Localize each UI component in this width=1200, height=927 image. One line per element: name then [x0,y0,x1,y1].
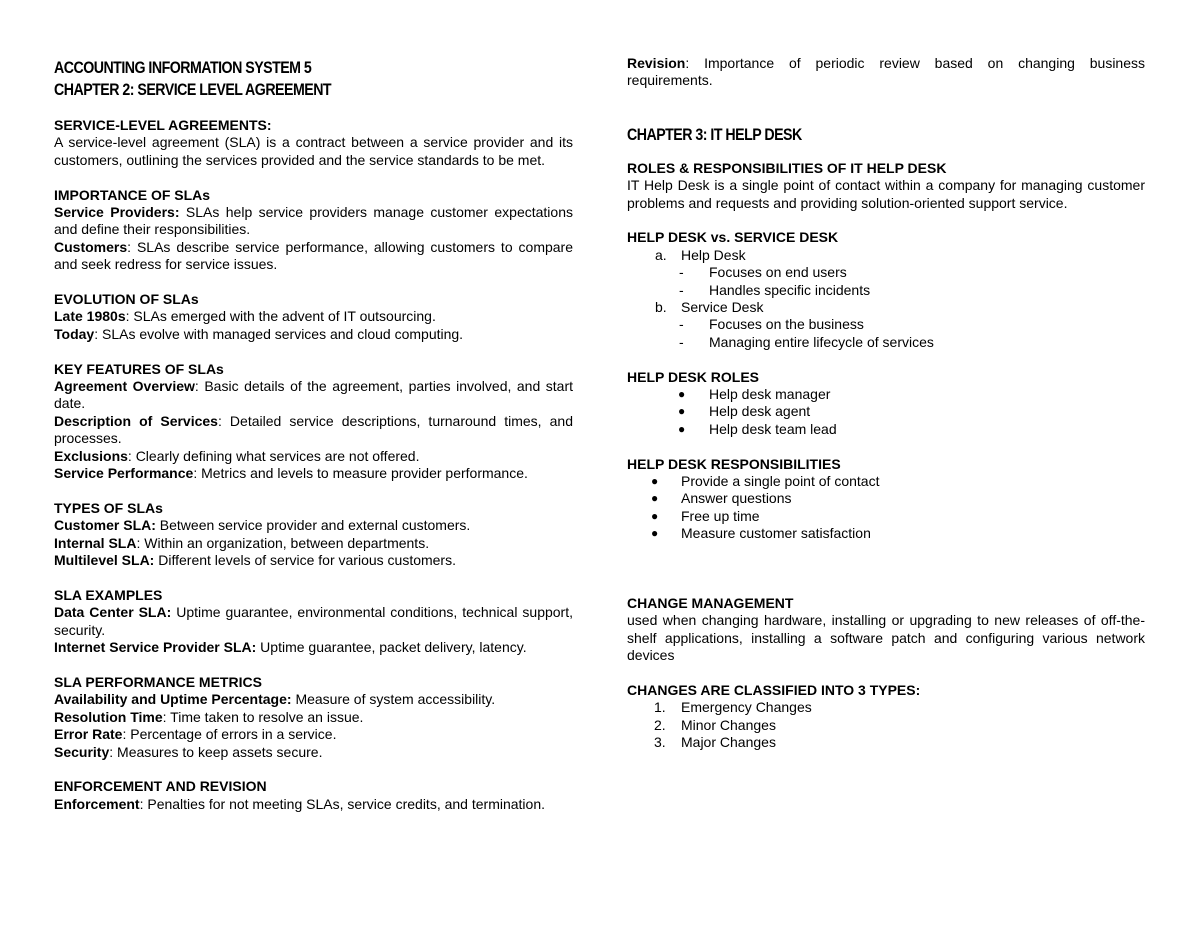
term: Customers [54,238,128,255]
sla-definition: A service-level agreement (SLA) is a contract between a service provider and its customers, outlining the services provided and the service standards to be met. [54,134,573,168]
evolution-heading: EVOLUTION OF SLAs [54,291,199,308]
item-text: Help desk team lead [709,420,837,437]
left-column [54,57,573,813]
term: Revision [627,55,686,71]
list-item [627,421,1145,438]
term: Availability and Uptime Percentage: [54,691,292,708]
metric-item [54,726,573,743]
term: Late 1980s [54,308,126,325]
term: Internet Service Provider SLA: [54,639,257,656]
definition: : Importance of periodic review based on changing business requirements. [627,55,1145,89]
examples-heading: SLA EXAMPLES [54,586,163,603]
change-management-definition: used when changing hardware, installing or upgrading to new releases of off-the-shelf applications, installing a software patch and configuring various network devices [627,612,1145,663]
list-label: Help Desk [681,246,746,263]
chapter-3-title: CHAPTER 3: IT HELP DESK [627,125,802,144]
list-item [627,299,1145,316]
term: Customer SLA: [54,517,156,534]
bullet-icon: ● [678,387,686,402]
definition: Uptime guarantee, packet delivery, latency. [256,639,527,656]
dash-marker: - [679,264,684,281]
feature-item [54,413,573,448]
help-desk-definition: IT Help Desk is a single point of contact within a company for managing customer problems and requests and providing solution-oriented support service. [627,177,1145,211]
enforcement-item [54,796,573,813]
number-marker: 1. [654,699,666,716]
bullet-icon: ● [678,421,686,436]
list-item [627,508,1145,525]
type-item [54,517,573,534]
term: Service Providers: [54,204,180,221]
list-item [627,717,1145,734]
definition: : Metrics and levels to measure provider performance. [193,465,528,482]
enforcement-heading: ENFORCEMENT AND REVISION [54,778,267,795]
term: Agreement Overview [54,378,195,395]
roles-responsibilities-heading: ROLES & RESPONSIBILITIES OF IT HELP DESK [627,159,947,176]
term: Internal SLA [54,534,137,551]
list-item [627,734,1145,751]
change-types-heading: CHANGES ARE CLASSIFIED INTO 3 TYPES: [627,681,921,698]
type-item [54,535,573,552]
list-subitem [627,334,1145,351]
definition: : Detailed service descriptions, turnaround times, and processes. [54,412,573,447]
list-item [627,386,1145,403]
item-text: Free up time [681,507,760,524]
feature-item [54,448,573,465]
item-text: Major Changes [681,733,776,750]
type-item [54,552,573,569]
subitem-text: Handles specific incidents [709,281,871,298]
list-item [627,403,1145,420]
definition: : Time taken to resolve an issue. [162,708,364,725]
list-item [627,699,1145,716]
chapter-2-title: CHAPTER 2: SERVICE LEVEL AGREEMENT [54,81,332,99]
help-desk-roles-heading: HELP DESK ROLES [627,368,759,385]
sla-heading: SERVICE-LEVEL AGREEMENTS: [54,117,272,133]
term: Service Performance [54,465,194,482]
term: Data Center SLA: [54,604,172,621]
dash-marker: - [679,333,684,350]
term: Exclusions [54,447,128,464]
list-item [627,247,1145,264]
number-marker: 3. [654,733,666,750]
example-item [54,604,573,639]
change-management-heading: CHANGE MANAGEMENT [627,594,794,611]
types-heading: TYPES OF SLAs [54,499,163,516]
item-text: Measure customer satisfaction [681,525,871,542]
definition: : Percentage of errors in a service. [122,726,337,743]
bullet-icon: ● [678,404,686,419]
definition: Between service provider and external customers. [155,517,471,534]
definition: : Penalties for not meeting SLAs, service credits, and termination. [139,795,545,812]
term: Resolution Time [54,708,163,725]
subitem-text: Focuses on the business [709,316,864,333]
item-text: Provide a single point of contact [681,473,880,490]
term: Multilevel SLA: [54,552,155,569]
example-item [54,639,573,656]
bullet-icon: ● [651,474,659,489]
item-text: Minor Changes [681,716,776,733]
list-item [627,490,1145,507]
list-item [627,525,1145,542]
bullet-icon: ● [651,491,659,506]
definition: Uptime guarantee, environmental conditions, technical support, security. [54,604,573,638]
definition: : SLAs describe service performance, allowing customers to compare and seek redress for service issues. [54,238,573,273]
definition: SLAs help service providers manage customer expectations and define their responsibilities. [54,204,573,238]
item-text: Emergency Changes [681,699,812,716]
term: Today [54,325,95,342]
evolution-item [54,308,573,325]
term: Description of Services [54,412,218,429]
list-subitem [627,264,1145,281]
definition: : SLAs evolve with managed services and cloud computing. [94,325,464,342]
list-item [627,473,1145,490]
subitem-text: Focuses on end users [709,264,847,281]
definition: Different levels of service for various customers. [154,552,456,569]
dash-marker: - [679,281,684,298]
help-desk-group [627,247,1145,299]
metric-item [54,691,573,708]
bullet-icon: ● [651,526,659,541]
importance-item [54,239,573,274]
metrics-heading: SLA PERFORMANCE METRICS [54,673,262,690]
service-desk-group [627,299,1145,351]
definition: : Within an organization, between departments. [136,534,430,551]
definition: : Basic details of the agreement, parties involved, and start date. [54,378,573,412]
term: Enforcement [54,795,140,812]
importance-heading: IMPORTANCE OF SLAs [54,186,211,203]
item-text: Help desk manager [709,386,831,403]
metric-item [54,709,573,726]
list-subitem [627,316,1145,333]
evolution-item [54,326,573,343]
list-marker: b. [655,299,667,316]
item-text: Answer questions [681,490,792,507]
definition: : SLAs emerged with the advent of IT outsourcing. [125,308,436,325]
feature-item [54,378,573,413]
importance-item [54,204,573,239]
help-vs-service-heading: HELP DESK vs. SERVICE DESK [627,229,839,246]
document-title: ACCOUNTING INFORMATION SYSTEM 5 [54,59,312,77]
definition: Measure of system accessibility. [291,691,496,708]
definition: : Clearly defining what services are not offered. [127,447,420,464]
dash-marker: - [679,316,684,333]
item-text: Help desk agent [709,403,811,420]
list-label: Service Desk [681,299,764,316]
list-marker: a. [655,246,667,263]
term: Security [54,743,110,760]
term: Error Rate [54,726,123,743]
subitem-text: Managing entire lifecycle of services [709,333,934,350]
key-features-heading: KEY FEATURES OF SLAs [54,360,224,377]
right-column [627,55,1145,751]
bullet-icon: ● [651,508,659,523]
revision-item [627,55,1145,90]
feature-item [54,465,573,482]
help-desk-responsibilities-heading: HELP DESK RESPONSIBILITIES [627,455,841,472]
number-marker: 2. [654,716,666,733]
metric-item [54,744,573,761]
list-subitem [627,282,1145,299]
definition: : Measures to keep assets secure. [109,743,323,760]
